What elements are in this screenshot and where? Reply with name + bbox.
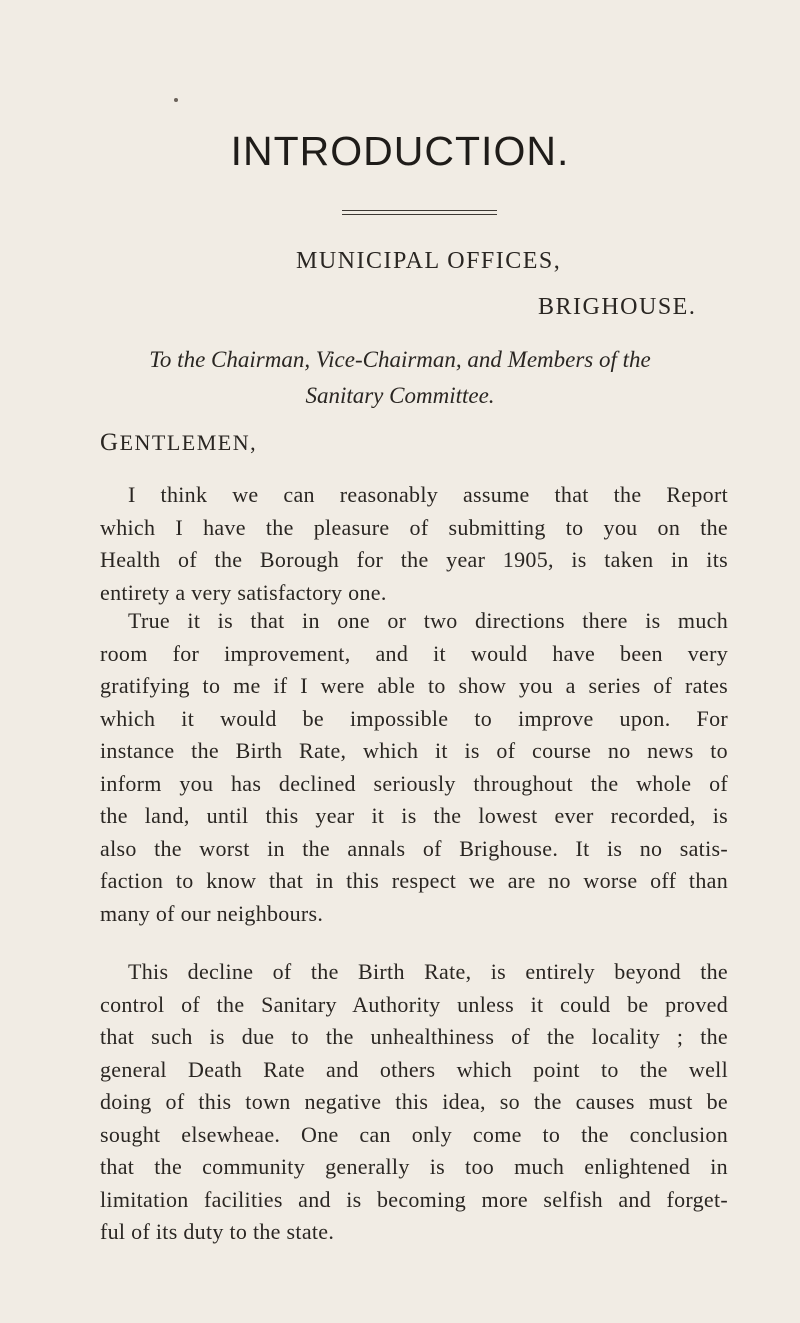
paragraph-2 <box>100 605 728 930</box>
paragraph-line: also the worst in the annals of Brighouse. It is no satis- <box>100 835 728 861</box>
paragraph-line: entirety a very satisfactory one. <box>100 579 387 605</box>
paragraph-line: control of the Sanitary Authority unless it could be proved <box>100 991 728 1017</box>
paragraph-line: general Death Rate and others which point to the well <box>100 1056 728 1082</box>
paragraph-line: ful of its duty to the state. <box>100 1219 335 1244</box>
page-title: INTRODUCTION. <box>230 128 570 174</box>
paragraph-line: which I have the pleasure of submitting to you on the <box>100 514 728 540</box>
greeting <box>100 429 257 457</box>
paragraph-line: limitation facilities and is becoming more selfish and forget- <box>100 1186 728 1212</box>
title-rule-upper <box>342 210 497 211</box>
title-rule-lower <box>342 214 497 215</box>
paragraph-line: the land, until this year it is the lowest ever recorded, is <box>100 803 728 828</box>
paragraph-line: sought elsewheae. One can only come to the conclusion <box>100 1121 728 1147</box>
paragraph-line: that such is due to the unhealthiness of the locality ; the <box>100 1024 728 1049</box>
paragraph-line: Health of the Borough for the year 1905, is taken in its <box>100 547 728 572</box>
salutation-line-2: Sanitary Committee. <box>305 383 495 408</box>
address-line-1: MUNICIPAL OFFICES, <box>296 248 562 274</box>
paragraph-line: doing of this town negative this idea, so the causes must be <box>100 1089 728 1114</box>
ink-speck <box>174 98 178 102</box>
salutation-line-1: To the Chairman, Vice-Chairman, and Members of the <box>149 347 651 372</box>
greeting-initial: G <box>100 429 120 456</box>
paragraph-line: room for improvement, and it would have been very <box>100 640 728 666</box>
paragraph-line: many of our neighbours. <box>100 900 324 926</box>
paragraph-1 <box>100 479 728 609</box>
paragraph-line: faction to know that in this respect we are no worse off than <box>100 868 728 893</box>
paragraph-line: instance the Birth Rate, which it is of course no news to <box>100 738 728 763</box>
greeting-rest: ENTLEMEN, <box>119 430 258 455</box>
address-line-2: BRIGHOUSE. <box>538 294 697 320</box>
paragraph-line: that the community generally is too much enlightened in <box>100 1154 728 1179</box>
paragraph-line: I think we can reasonably assume that the Report <box>128 482 728 507</box>
paragraph-line: inform you has declined seriously throughout the whole of <box>100 770 728 796</box>
paragraph-line: which it would be impossible to improve upon. For <box>100 705 728 731</box>
paragraph-line: This decline of the Birth Rate, is entirely beyond the <box>128 959 728 984</box>
paragraph-3 <box>100 956 728 1249</box>
paragraph-line: True it is that in one or two directions there is much <box>128 608 728 633</box>
paragraph-line: gratifying to me if I were able to show you a series of rates <box>100 673 728 698</box>
